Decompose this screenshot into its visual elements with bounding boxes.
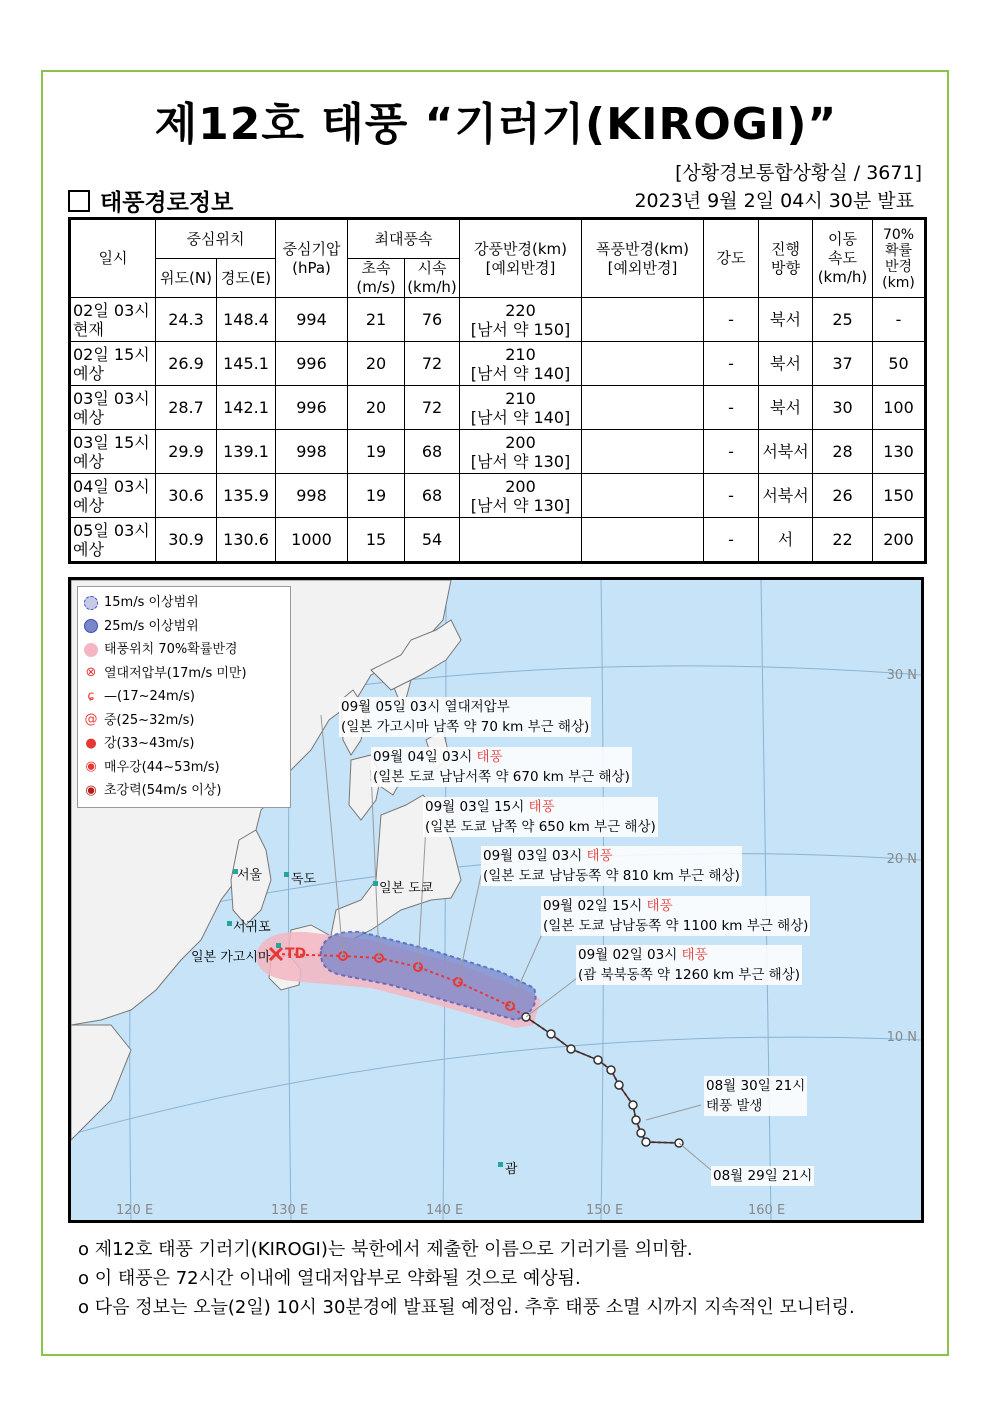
header-strong-radius: 강풍반경(km) [예외반경] [460, 219, 582, 298]
table-cell: 998 [276, 430, 348, 474]
table-cell: 03일 15시 예상 [70, 430, 156, 474]
header-pressure: 중심기압 (hPa) [276, 219, 348, 298]
table-cell: 02일 03시 현재 [70, 298, 156, 342]
table-cell: 북서 [759, 298, 813, 342]
legend-item: ● 강(33~43m/s) [85, 735, 195, 751]
table-row [70, 386, 926, 430]
legend-item: 25m/s 이상범위 [84, 615, 284, 639]
annotation-0903-03: 09월 03일 03시 태풍 (일본 도쿄 남남동쪽 약 810 km 부근 해상) [483, 848, 740, 884]
lon-label-160e: 160 E [748, 1203, 786, 1218]
table-cell: 135.9 [217, 474, 276, 518]
legend-item: ◉ 초강력(54m/s 이상) [85, 782, 222, 798]
table-cell: - [704, 298, 759, 342]
note-item: o 제12호 태풍 기러기(KIROGI)는 북한에서 제출한 이름으로 기러기를 의미함. [78, 1239, 693, 1260]
typhoon-medium-icon: @ [84, 712, 98, 728]
note-item: o 다음 정보는 오늘(2일) 10시 30분경에 발표될 예정임. 추후 태풍 소멸 시까지 지속적인 모니터링. [78, 1297, 855, 1318]
table-cell: 28.7 [156, 386, 217, 430]
typhoon-strong-icon: ● [85, 735, 97, 751]
table-cell: 996 [276, 342, 348, 386]
table-cell [582, 430, 704, 474]
table-cell: 72 [405, 386, 460, 430]
table-cell: 서북서 [759, 430, 813, 474]
map-legend [77, 586, 291, 808]
table-cell: 03일 03시 예상 [70, 386, 156, 430]
table-cell: - [873, 298, 926, 342]
page-title: 제12호 태풍 “기러기(KIROGI)” [154, 99, 838, 150]
header-direction: 진행 방향 [759, 219, 813, 298]
table-cell: - [704, 430, 759, 474]
table-row [70, 298, 926, 342]
lon-label-150e: 150 E [586, 1203, 624, 1218]
office-contact: [상황경보통합상황실 / 3671] [675, 162, 922, 184]
table-row [70, 430, 926, 474]
table-cell: 30 [813, 386, 873, 430]
header-kmh: 시속 (km/h) [405, 259, 460, 298]
annotation-0902-03: 09월 02일 03시 태풍 (괌 북북동쪽 약 1260 km 부근 해상) [578, 947, 801, 983]
table-cell: 26.9 [156, 342, 217, 386]
table-cell: 1000 [276, 518, 348, 563]
table-cell: 148.4 [217, 298, 276, 342]
issued-time: 2023년 9월 2일 04시 30분 발표 [634, 190, 914, 212]
legend-item: ⊗ 열대저압부(17m/s 미만) [85, 665, 247, 681]
legend-item: ɕ —(17~24m/s) [84, 685, 284, 709]
place-seoul: 서울 [237, 868, 263, 883]
table-cell [582, 298, 704, 342]
lon-label-130e: 130 E [271, 1203, 309, 1218]
td-label: TD [285, 946, 307, 962]
section-title: 태풍경로정보 [100, 190, 234, 216]
lat-label-30n: 30 N [886, 668, 917, 683]
table-cell: 20 [348, 386, 405, 430]
table-cell: 북서 [759, 342, 813, 386]
header-lat: 위도(N) [156, 259, 217, 298]
table-cell [582, 518, 704, 563]
circle-x-icon: ⊗ [85, 665, 97, 681]
table-cell: 24.3 [156, 298, 217, 342]
table-cell: - [704, 342, 759, 386]
table-cell: 30.6 [156, 474, 217, 518]
table-cell: 20 [348, 342, 405, 386]
table-cell [582, 342, 704, 386]
table-cell: 210 [남서 약 140] [460, 342, 582, 386]
table-cell [460, 518, 582, 563]
typhoon-very-strong-icon: ◉ [85, 759, 97, 775]
table-cell: - [704, 474, 759, 518]
annotation-0902-15: 09월 02일 15시 태풍 (일본 도쿄 남남동쪽 약 1100 km 부근 해상) [543, 898, 809, 934]
table-cell: 139.1 [217, 430, 276, 474]
table-cell: 998 [276, 474, 348, 518]
lat-label-20n: 20 N [886, 852, 917, 867]
annotation-0905: 09월 05일 03시 열대저압부 (일본 가고시마 남쪽 약 70 km 부근 해상) [341, 699, 590, 735]
table-row [70, 342, 926, 386]
header-time: 일시 [70, 219, 156, 298]
table-cell: 145.1 [217, 342, 276, 386]
place-tokyo: 일본 도쿄 [379, 881, 434, 896]
table-row [70, 474, 926, 518]
annotation-0903-15: 09월 03일 15시 태풍 (일본 도쿄 남쪽 약 650 km 부근 해상) [425, 799, 656, 835]
table-cell: 04일 03시 예상 [70, 474, 156, 518]
table-cell: 19 [348, 430, 405, 474]
table-cell [582, 474, 704, 518]
notes [78, 1235, 855, 1322]
dashed-blue-circle-icon [84, 596, 98, 610]
table-cell: - [704, 386, 759, 430]
pink-circle-icon [84, 643, 98, 657]
table-cell: 200 [남서 약 130] [460, 474, 582, 518]
table-cell: 210 [남서 약 140] [460, 386, 582, 430]
typhoon-super-icon: ◉ [85, 782, 97, 798]
table-cell: 28 [813, 430, 873, 474]
table-cell: 29.9 [156, 430, 217, 474]
wind15-area [321, 932, 536, 1020]
table-cell: 220 [남서 약 150] [460, 298, 582, 342]
legend-item: @ 중(25~32m/s) [84, 712, 195, 728]
header-maxwind: 최대풍속 [348, 219, 460, 259]
table-cell: 05일 03시 예상 [70, 518, 156, 563]
header-intensity: 강도 [704, 219, 759, 298]
header-speed: 이동 속도 (km/h) [813, 219, 873, 298]
header-storm-radius: 폭풍반경(km) [예외반경] [582, 219, 704, 298]
table-cell: 150 [873, 474, 926, 518]
table-cell: 37 [813, 342, 873, 386]
table-cell: 19 [348, 474, 405, 518]
place-dokdo: 독도 [291, 872, 317, 887]
table-cell: 26 [813, 474, 873, 518]
table-cell: 54 [405, 518, 460, 563]
annotation-0904: 09월 04일 03시 태풍 (일본 도쿄 남남서쪽 약 670 km 부근 해상) [373, 749, 630, 785]
table-cell: 994 [276, 298, 348, 342]
header-center: 중심위치 [156, 219, 276, 259]
table-cell: 서북서 [759, 474, 813, 518]
header-ms: 초속 (m/s) [348, 259, 405, 298]
table-cell: 72 [405, 342, 460, 386]
table-cell: 15 [348, 518, 405, 563]
table-cell: 25 [813, 298, 873, 342]
table-cell: 02일 15시 예상 [70, 342, 156, 386]
place-kagoshima: 일본 가고시마 [191, 950, 271, 965]
table-cell: 68 [405, 430, 460, 474]
table-cell: 130 [873, 430, 926, 474]
table-cell: - [704, 518, 759, 563]
table-cell [582, 386, 704, 430]
table-cell: 76 [405, 298, 460, 342]
table-cell: 200 [873, 518, 926, 563]
annotation-genesis: 08월 30일 21시 태풍 발생 [706, 1078, 806, 1114]
table-cell: 북서 [759, 386, 813, 430]
table-cell: 22 [813, 518, 873, 563]
section-heading [68, 184, 233, 217]
header-lon: 경도(E) [217, 259, 276, 298]
legend-item: ◉ 매우강(44~53m/s) [85, 759, 220, 775]
table-cell: 68 [405, 474, 460, 518]
blue-circle-icon [84, 619, 98, 633]
place-guam: 괌 [505, 1162, 518, 1177]
table-cell: 21 [348, 298, 405, 342]
table-cell: 서 [759, 518, 813, 563]
table-cell: 996 [276, 386, 348, 430]
place-seogwipo: 서귀포 [233, 920, 271, 935]
table-row [70, 518, 926, 563]
table-cell: 130.6 [217, 518, 276, 563]
table-cell: 30.9 [156, 518, 217, 563]
typhoon-track-map [68, 577, 924, 1223]
table-cell: 142.1 [217, 386, 276, 430]
lon-label-120e: 120 E [116, 1203, 154, 1218]
header-prob-radius: 70% 확률 반경 (km) [873, 219, 926, 298]
lon-label-140e: 140 E [426, 1203, 464, 1218]
table-cell: 200 [남서 약 130] [460, 430, 582, 474]
annotation-start: 08월 29일 21시 [713, 1168, 813, 1184]
note-item: o 이 태풍은 72시간 이내에 열대저압부로 약화될 것으로 예상됨. [78, 1268, 581, 1289]
lat-label-10n: 10 N [886, 1030, 917, 1045]
checkbox-icon [68, 190, 90, 212]
table-cell: 50 [873, 342, 926, 386]
legend-item: 15m/s 이상범위 [84, 591, 284, 615]
typhoon-weak-icon: ɕ [87, 688, 95, 704]
table-cell: 100 [873, 386, 926, 430]
track-table [68, 217, 927, 564]
legend-item: 태풍위치 70%확률반경 [84, 638, 284, 662]
